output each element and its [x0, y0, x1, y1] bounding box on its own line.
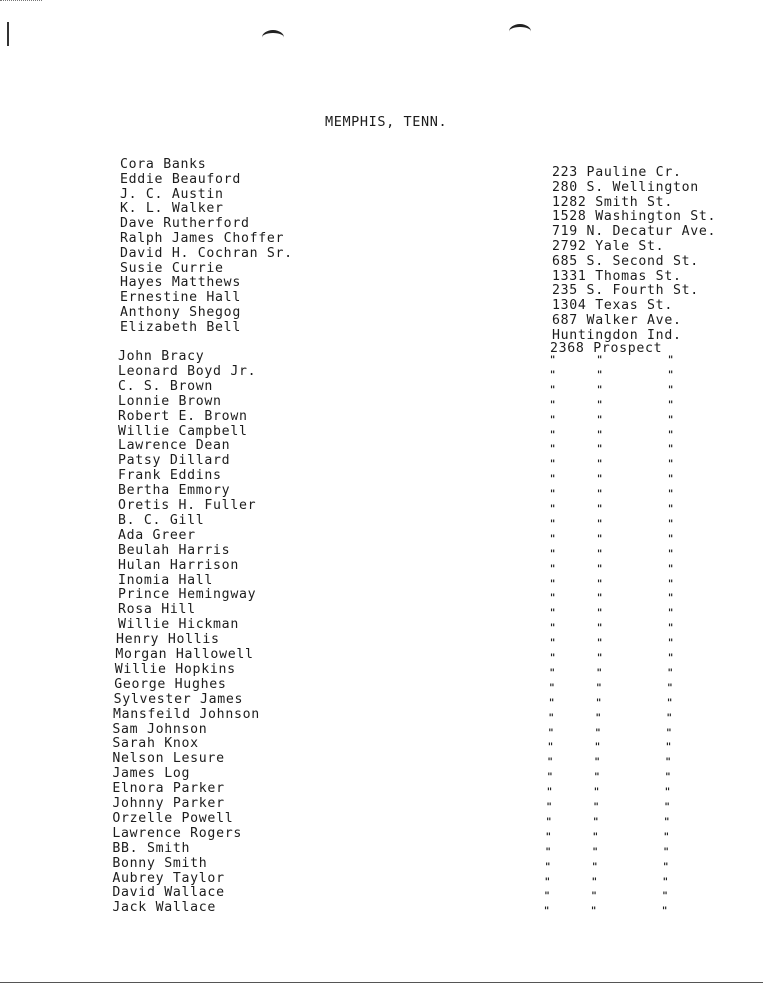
resident-name: Beulah Harris [118, 542, 231, 558]
ditto-mark: " [668, 518, 674, 530]
punch-hole-mark [262, 30, 284, 45]
ditto-mark: " [666, 712, 672, 724]
ditto-mark: " [550, 414, 556, 426]
ditto-mark: " [550, 593, 556, 605]
ditto-mark: " [668, 459, 674, 471]
resident-name: Sam Johnson [112, 721, 208, 737]
resident-name: Robert E. Brown [118, 408, 248, 424]
ditto-mark: " [597, 459, 603, 471]
resident-address: 235 S. Fourth St. [552, 283, 699, 299]
resident-name: Eddie Beauford [120, 171, 241, 187]
resident-name: Aubrey Taylor [112, 870, 225, 886]
ditto-mark: " [668, 623, 674, 635]
resident-name: Morgan Hallowell [115, 647, 254, 662]
resident-name: Mansfeild Johnson [113, 706, 260, 722]
ditto-mark: " [550, 533, 556, 545]
ditto-mark: " [668, 504, 674, 515]
ditto-mark: " [550, 489, 556, 501]
resident-name: B. C. Gill [118, 512, 205, 528]
ditto-mark: " [549, 667, 555, 679]
resident-name: Anthony Shegog [120, 305, 241, 320]
resident-name: Nelson Lesure [112, 751, 225, 767]
resident-address: 223 Pauline Cr. [552, 165, 682, 180]
ditto-mark: " [550, 384, 556, 396]
ditto-mark: " [591, 876, 597, 888]
resident-name: Lawrence Rogers [112, 825, 242, 841]
ditto-mark: " [668, 384, 674, 396]
ditto-mark: " [668, 399, 674, 411]
ditto-mark: " [546, 802, 552, 813]
resident-name: Elizabeth Bell [120, 319, 241, 335]
ditto-mark: " [665, 757, 671, 769]
ditto-mark: " [550, 563, 556, 575]
resident-name: Jack Wallace [112, 900, 217, 916]
resident-name: George Hughes [114, 676, 227, 692]
resident-address: 1528 Washington St. [552, 209, 717, 225]
punch-hole-mark [509, 24, 531, 39]
resident-name: Ralph James Choffer [120, 231, 285, 246]
ditto-mark: " [593, 802, 599, 813]
ditto-mark: " [592, 846, 598, 858]
ditto-mark: " [665, 742, 672, 754]
dotted-edge-mark [0, 0, 42, 2]
resident-name: Sarah Knox [112, 736, 199, 752]
ditto-mark: " [548, 697, 555, 709]
resident-name: Prince Hemingway [118, 587, 257, 603]
resident-name: Rosa Hill [118, 602, 196, 618]
ditto-mark: " [662, 876, 668, 888]
resident-name: Inomia Hall [118, 572, 214, 588]
ditto-mark: " [597, 578, 603, 590]
resident-address: 1282 Smith St. [552, 194, 673, 210]
resident-name: Hulan Harrison [118, 557, 239, 573]
ditto-mark: " [550, 548, 556, 560]
ditto-mark: " [597, 414, 603, 426]
ditto-mark: " [597, 518, 603, 530]
ditto-mark: " [666, 697, 673, 709]
bottom-rule [0, 982, 763, 983]
ditto-mark: " [544, 876, 550, 888]
ditto-mark: " [664, 816, 670, 828]
ditto-mark: " [665, 772, 671, 784]
resident-name: James Log [112, 766, 191, 782]
resident-address: 280 S. Wellington [552, 179, 699, 195]
resident-name: Ada Greer [118, 527, 196, 543]
resident-address: Huntingdon Ind. [552, 327, 682, 343]
ditto-mark: " [668, 414, 674, 426]
ditto-mark: " [662, 906, 668, 918]
ditto-mark: " [550, 578, 556, 590]
ditto-mark: " [547, 772, 553, 784]
ditto-mark: " [597, 563, 603, 575]
ditto-mark: " [595, 727, 601, 739]
resident-name: J. C. Austin [120, 186, 224, 202]
ditto-mark: " [668, 489, 674, 501]
ditto-mark: " [597, 429, 603, 441]
ditto-mark: " [597, 533, 603, 545]
resident-address: 1331 Thomas St. [552, 268, 682, 284]
ditto-mark: " [595, 712, 601, 724]
resident-name: Johnny Parker [112, 796, 225, 811]
ditto-mark: " [547, 757, 553, 769]
ditto-mark: " [547, 742, 554, 754]
ditto-mark: " [550, 444, 556, 456]
resident-address: 1304 Texas St. [552, 298, 673, 314]
ditto-mark: " [664, 787, 671, 799]
ditto-mark: " [550, 623, 556, 635]
resident-name: Henry Hollis [116, 632, 220, 648]
resident-name: Orzelle Powell [112, 810, 234, 826]
ditto-mark: " [597, 623, 603, 635]
ditto-mark: " [546, 787, 553, 799]
prospect-address: 2368 Prospect [550, 340, 663, 356]
ditto-mark: " [668, 578, 674, 590]
ditto-mark: " [594, 757, 600, 769]
resident-name: Elnora Parker [112, 781, 225, 797]
ditto-mark: " [597, 399, 603, 411]
ditto-mark: " [591, 906, 597, 918]
resident-name: Willie Campbell [118, 423, 248, 439]
ditto-mark: " [550, 474, 556, 486]
left-edge-mark [7, 22, 9, 46]
resident-name: Cora Banks [120, 157, 207, 172]
ditto-mark: " [668, 533, 674, 545]
ditto-mark: " [668, 444, 674, 456]
ditto-mark: " [663, 846, 669, 858]
resident-name: Patsy Dillard [118, 453, 231, 469]
resident-name: K. L. Walker [120, 201, 224, 217]
ditto-mark: " [550, 504, 556, 515]
ditto-mark: " [597, 369, 603, 381]
ditto-mark: " [545, 846, 551, 858]
resident-address: 2792 Yale St. [552, 239, 665, 254]
ditto-mark: " [596, 682, 602, 694]
resident-name: David Wallace [112, 885, 225, 901]
ditto-mark: " [667, 667, 673, 679]
ditto-mark: " [591, 891, 597, 903]
ditto-mark: " [668, 429, 674, 441]
ditto-mark: " [596, 667, 602, 679]
resident-name: Susie Currie [120, 260, 224, 276]
ditto-mark: " [668, 653, 674, 664]
ditto-mark: " [668, 369, 674, 381]
ditto-mark: " [593, 816, 599, 828]
ditto-mark: " [597, 489, 603, 501]
ditto-mark: " [597, 444, 603, 456]
ditto-mark: " [550, 399, 556, 411]
ditto-mark: " [668, 355, 674, 366]
resident-name: John Bracy [118, 349, 205, 364]
ditto-mark: " [597, 384, 603, 396]
resident-name: Bertha Emmory [118, 483, 231, 499]
ditto-mark: " [668, 638, 674, 650]
ditto-mark: " [593, 787, 600, 799]
ditto-mark: " [595, 697, 602, 709]
ditto-mark: " [668, 593, 674, 605]
ditto-mark: " [668, 608, 674, 620]
resident-name: Willie Hopkins [114, 661, 236, 677]
ditto-mark: " [546, 816, 552, 828]
ditto-mark: " [594, 742, 601, 754]
page-heading: MEMPHIS, TENN. [325, 114, 448, 130]
ditto-mark: " [545, 831, 552, 843]
resident-name: Bonny Smith [112, 855, 208, 871]
resident-name: Ernestine Hall [120, 290, 241, 306]
resident-name: Hayes Matthews [120, 275, 241, 291]
ditto-mark: " [597, 474, 603, 486]
ditto-mark: " [597, 548, 603, 560]
ditto-mark: " [597, 608, 603, 620]
ditto-mark: " [597, 593, 603, 605]
ditto-mark: " [664, 802, 670, 813]
ditto-mark: " [667, 682, 673, 694]
ditto-mark: " [544, 906, 550, 918]
resident-name: Lawrence Dean [118, 438, 231, 454]
ditto-mark: " [550, 638, 556, 650]
resident-address: 685 S. Second St. [552, 253, 699, 269]
ditto-mark: " [597, 355, 603, 366]
resident-address: 719 N. Decatur Ave. [552, 224, 717, 240]
ditto-mark: " [597, 638, 603, 650]
ditto-mark: " [550, 459, 556, 471]
ditto-mark: " [663, 861, 669, 873]
ditto-mark: " [668, 548, 674, 560]
resident-name: Willie Hickman [118, 617, 239, 633]
ditto-mark: " [548, 727, 554, 739]
resident-name: Sylvester James [113, 691, 244, 707]
ditto-mark: " [663, 831, 670, 843]
ditto-mark: " [668, 474, 674, 486]
ditto-mark: " [662, 891, 668, 903]
resident-name: Oretis H. Fuller [118, 498, 257, 513]
resident-name: Frank Eddins [118, 468, 222, 484]
resident-name: Lonnie Brown [118, 393, 222, 409]
ditto-mark: " [548, 712, 554, 724]
ditto-mark: " [668, 563, 674, 575]
ditto-mark: " [592, 831, 599, 843]
ditto-mark: " [550, 369, 556, 381]
ditto-mark: " [597, 504, 603, 515]
ditto-mark: " [597, 653, 603, 664]
resident-address: 687 Walker Ave. [552, 313, 682, 328]
ditto-mark: " [544, 891, 550, 903]
resident-name: David H. Cochran Sr. [120, 245, 293, 261]
resident-name: Leonard Boyd Jr. [118, 363, 257, 379]
ditto-mark: " [550, 653, 556, 664]
ditto-mark: " [550, 608, 556, 620]
resident-name: C. S. Brown [118, 378, 214, 394]
ditto-mark: " [550, 518, 556, 530]
ditto-mark: " [549, 682, 555, 694]
ditto-mark: " [550, 355, 556, 366]
ditto-mark: " [666, 727, 672, 739]
ditto-mark: " [545, 861, 551, 873]
ditto-mark: " [594, 772, 600, 784]
ditto-mark: " [592, 861, 598, 873]
resident-name: Dave Rutherford [120, 216, 250, 232]
resident-name: BB. Smith [112, 840, 191, 856]
ditto-mark: " [550, 429, 556, 441]
